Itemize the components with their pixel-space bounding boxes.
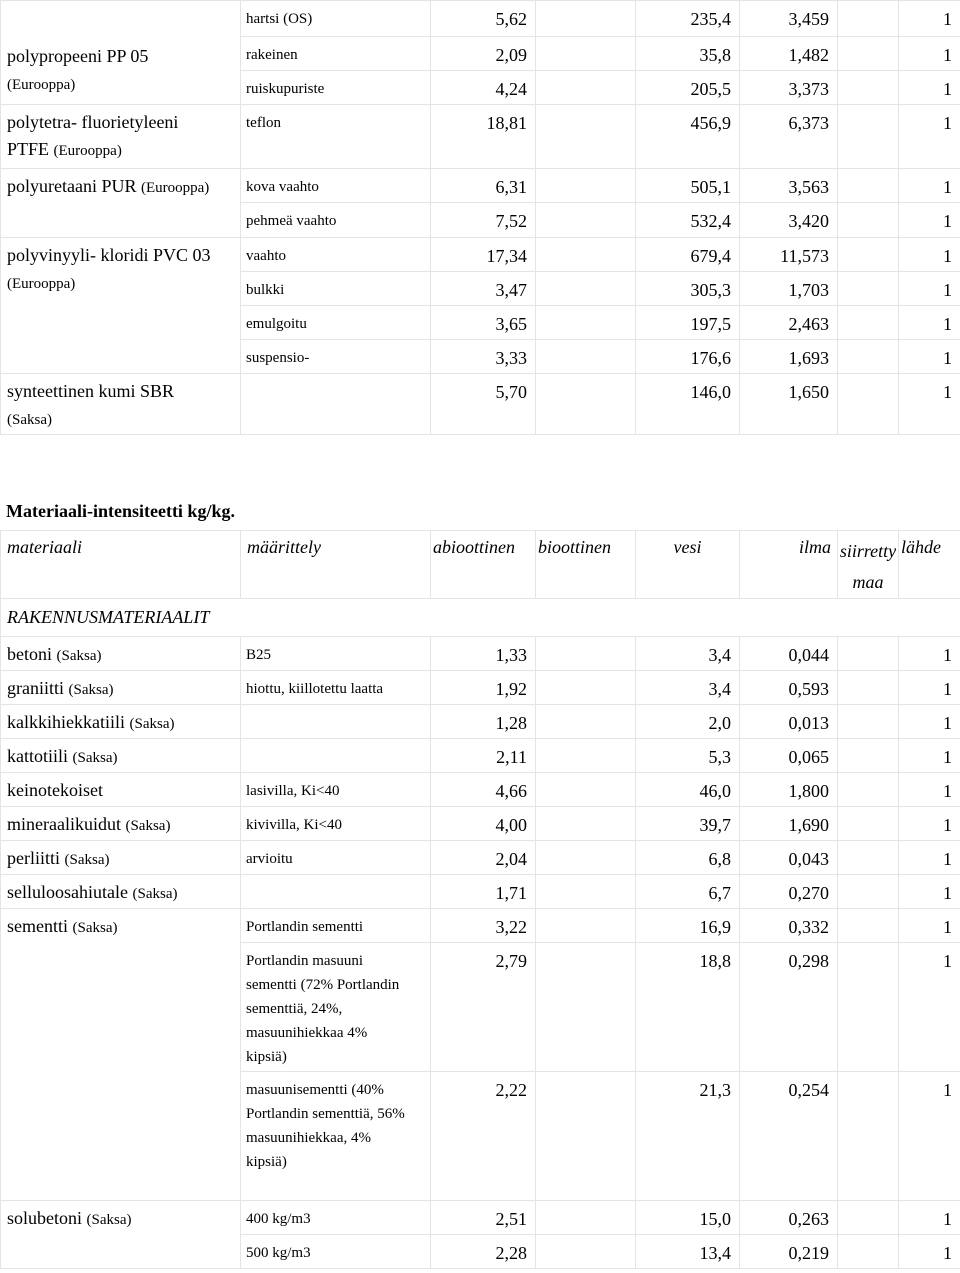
abiotic-cell: 5,62 bbox=[431, 1, 536, 37]
material-origin: (Saksa) bbox=[72, 920, 118, 936]
material-name: polypropeeni PP 05 bbox=[7, 46, 149, 66]
source-cell: 1 bbox=[899, 105, 960, 169]
abiotic-cell: 3,33 bbox=[431, 340, 536, 374]
air-cell: 11,573 bbox=[740, 238, 838, 272]
abiotic-cell: 2,04 bbox=[431, 841, 536, 875]
header-spec: määrittely bbox=[241, 531, 431, 599]
abiotic-cell: 2,09 bbox=[431, 37, 536, 71]
category-row bbox=[1, 599, 960, 637]
moved-soil-cell bbox=[838, 909, 899, 943]
source-cell: 1 bbox=[899, 71, 960, 105]
material-origin: (Eurooppa) bbox=[53, 143, 122, 159]
header-biotic: bioottinen bbox=[536, 531, 636, 599]
source-cell: 1 bbox=[899, 807, 960, 841]
material-origin: (Saksa) bbox=[129, 716, 175, 732]
table-row bbox=[1, 807, 960, 841]
water-cell: 16,9 bbox=[636, 909, 740, 943]
category-label: RAKENNUSMATERIAALIT bbox=[1, 599, 960, 637]
water-cell: 205,5 bbox=[636, 71, 740, 105]
spec-cell: teflon bbox=[241, 105, 431, 169]
water-cell: 46,0 bbox=[636, 773, 740, 807]
air-cell: 0,219 bbox=[740, 1235, 838, 1269]
material-cell bbox=[1, 841, 241, 875]
spec-cell: vaahto bbox=[241, 238, 431, 272]
air-cell: 1,650 bbox=[740, 374, 838, 435]
material-cell bbox=[1, 671, 241, 705]
moved-soil-cell bbox=[838, 705, 899, 739]
source-cell: 1 bbox=[899, 773, 960, 807]
biotic-cell bbox=[536, 105, 636, 169]
abiotic-cell: 4,66 bbox=[431, 773, 536, 807]
biotic-cell bbox=[536, 340, 636, 374]
material-name: kattotiili bbox=[7, 746, 68, 766]
spec-cell: arvioitu bbox=[241, 841, 431, 875]
moved-soil-cell bbox=[838, 203, 899, 238]
material-origin: (Saksa) bbox=[125, 818, 171, 834]
abiotic-cell: 3,65 bbox=[431, 306, 536, 340]
source-cell: 1 bbox=[899, 272, 960, 306]
abiotic-cell: 17,34 bbox=[431, 238, 536, 272]
biotic-cell bbox=[536, 705, 636, 739]
source-cell: 1 bbox=[899, 739, 960, 773]
biotic-cell bbox=[536, 272, 636, 306]
air-cell: 1,690 bbox=[740, 807, 838, 841]
header-moved-soil bbox=[838, 531, 899, 599]
moved-soil-cell bbox=[838, 340, 899, 374]
biotic-cell bbox=[536, 1, 636, 37]
water-cell: 197,5 bbox=[636, 306, 740, 340]
material-name: sementti bbox=[7, 916, 68, 936]
header-air: ilma bbox=[740, 531, 838, 599]
table-row bbox=[1, 841, 960, 875]
moved-soil-cell bbox=[838, 1235, 899, 1269]
biotic-cell bbox=[536, 1072, 636, 1201]
spec-cell: hiottu, kiillotettu laatta bbox=[241, 671, 431, 705]
water-cell: 6,8 bbox=[636, 841, 740, 875]
spec-cell: suspensio- bbox=[241, 340, 431, 374]
material-name: graniitti bbox=[7, 678, 64, 698]
water-cell: 305,3 bbox=[636, 272, 740, 306]
water-cell: 235,4 bbox=[636, 1, 740, 37]
abiotic-cell: 2,79 bbox=[431, 943, 536, 1072]
water-cell: 13,4 bbox=[636, 1235, 740, 1269]
spec-cell: masuunisementti (40% Portlandin sementtiä, 56% masuunihiekkaa, 4% kipsiä) bbox=[241, 1072, 431, 1201]
material-cell bbox=[1, 909, 241, 1201]
abiotic-cell: 1,92 bbox=[431, 671, 536, 705]
spec-cell bbox=[241, 705, 431, 739]
table-row bbox=[1, 1201, 960, 1235]
water-cell: 15,0 bbox=[636, 1201, 740, 1235]
biotic-cell bbox=[536, 807, 636, 841]
moved-soil-cell bbox=[838, 1072, 899, 1201]
table-row bbox=[1, 1, 960, 37]
table-row bbox=[1, 773, 960, 807]
water-cell: 35,8 bbox=[636, 37, 740, 71]
plastics-table bbox=[0, 0, 960, 435]
abiotic-cell: 2,28 bbox=[431, 1235, 536, 1269]
moved-soil-cell bbox=[838, 71, 899, 105]
air-cell: 0,270 bbox=[740, 875, 838, 909]
moved-soil-cell bbox=[838, 807, 899, 841]
spec-cell: kivivilla, Ki<40 bbox=[241, 807, 431, 841]
source-cell: 1 bbox=[899, 306, 960, 340]
air-cell: 1,693 bbox=[740, 340, 838, 374]
material-name: solubetoni bbox=[7, 1208, 82, 1228]
biotic-cell bbox=[536, 909, 636, 943]
source-cell: 1 bbox=[899, 169, 960, 203]
moved-soil-cell bbox=[838, 841, 899, 875]
source-cell: 1 bbox=[899, 37, 960, 71]
table-row bbox=[1, 169, 960, 203]
material-name: polyuretaani PUR bbox=[7, 176, 137, 196]
abiotic-cell: 6,31 bbox=[431, 169, 536, 203]
abiotic-cell: 3,22 bbox=[431, 909, 536, 943]
material-origin: (Saksa) bbox=[86, 1212, 132, 1228]
source-cell: 1 bbox=[899, 374, 960, 435]
moved-soil-cell bbox=[838, 37, 899, 71]
moved-soil-cell bbox=[838, 1, 899, 37]
source-cell: 1 bbox=[899, 1072, 960, 1201]
source-cell: 1 bbox=[899, 943, 960, 1072]
air-cell: 2,463 bbox=[740, 306, 838, 340]
spec-cell bbox=[241, 739, 431, 773]
abiotic-cell: 3,47 bbox=[431, 272, 536, 306]
material-origin: (Saksa) bbox=[64, 852, 110, 868]
moved-soil-cell bbox=[838, 637, 899, 671]
moved-soil-cell bbox=[838, 1201, 899, 1235]
spec-cell: emulgoitu bbox=[241, 306, 431, 340]
header-source: lähde bbox=[899, 531, 960, 599]
air-cell: 0,065 bbox=[740, 739, 838, 773]
spec-cell: pehmeä vaahto bbox=[241, 203, 431, 238]
header-moved-soil-line1: siirretty bbox=[839, 541, 897, 561]
abiotic-cell: 2,11 bbox=[431, 739, 536, 773]
water-cell: 5,3 bbox=[636, 739, 740, 773]
air-cell: 0,298 bbox=[740, 943, 838, 1072]
material-cell bbox=[1, 1, 241, 105]
source-cell: 1 bbox=[899, 637, 960, 671]
moved-soil-cell bbox=[838, 671, 899, 705]
material-origin: (Eurooppa) bbox=[7, 276, 76, 292]
spec-cell: ruiskupuriste bbox=[241, 71, 431, 105]
biotic-cell bbox=[536, 1201, 636, 1235]
biotic-cell bbox=[536, 37, 636, 71]
biotic-cell bbox=[536, 169, 636, 203]
water-cell: 679,4 bbox=[636, 238, 740, 272]
air-cell: 0,044 bbox=[740, 637, 838, 671]
biotic-cell bbox=[536, 773, 636, 807]
spec-cell: bulkki bbox=[241, 272, 431, 306]
table-row bbox=[1, 105, 960, 169]
material-origin: (Saksa) bbox=[56, 648, 102, 664]
air-cell: 3,420 bbox=[740, 203, 838, 238]
abiotic-cell: 2,22 bbox=[431, 1072, 536, 1201]
air-cell: 0,254 bbox=[740, 1072, 838, 1201]
moved-soil-cell bbox=[838, 374, 899, 435]
material-cell bbox=[1, 169, 241, 238]
source-cell: 1 bbox=[899, 841, 960, 875]
air-cell: 3,459 bbox=[740, 1, 838, 37]
source-cell: 1 bbox=[899, 238, 960, 272]
material-cell bbox=[1, 739, 241, 773]
table-row bbox=[1, 238, 960, 272]
air-cell: 0,263 bbox=[740, 1201, 838, 1235]
air-cell: 3,563 bbox=[740, 169, 838, 203]
moved-soil-cell bbox=[838, 739, 899, 773]
abiotic-cell: 5,70 bbox=[431, 374, 536, 435]
table-row bbox=[1, 637, 960, 671]
air-cell: 1,482 bbox=[740, 37, 838, 71]
water-cell: 18,8 bbox=[636, 943, 740, 1072]
moved-soil-cell bbox=[838, 773, 899, 807]
table-row bbox=[1, 705, 960, 739]
material-name: synteettinen kumi SBR bbox=[7, 381, 175, 401]
material-origin: (Saksa) bbox=[72, 750, 118, 766]
source-cell: 1 bbox=[899, 1201, 960, 1235]
material-cell bbox=[1, 105, 241, 169]
moved-soil-cell bbox=[838, 169, 899, 203]
material-name: selluloosahiutale bbox=[7, 882, 128, 902]
moved-soil-cell bbox=[838, 238, 899, 272]
spec-cell: hartsi (OS) bbox=[241, 1, 431, 37]
abiotic-cell: 1,28 bbox=[431, 705, 536, 739]
table-row bbox=[1, 374, 960, 435]
header-water: vesi bbox=[636, 531, 740, 599]
source-cell: 1 bbox=[899, 1235, 960, 1269]
material-cell bbox=[1, 705, 241, 739]
table-row bbox=[1, 671, 960, 705]
water-cell: 3,4 bbox=[636, 671, 740, 705]
material-name: perliitti bbox=[7, 848, 60, 868]
biotic-cell bbox=[536, 637, 636, 671]
source-cell: 1 bbox=[899, 705, 960, 739]
biotic-cell bbox=[536, 671, 636, 705]
moved-soil-cell bbox=[838, 105, 899, 169]
abiotic-cell: 1,71 bbox=[431, 875, 536, 909]
spec-cell: B25 bbox=[241, 637, 431, 671]
biotic-cell bbox=[536, 875, 636, 909]
material-name: keinotekoiset bbox=[7, 780, 103, 800]
biotic-cell bbox=[536, 943, 636, 1072]
biotic-cell bbox=[536, 739, 636, 773]
water-cell: 505,1 bbox=[636, 169, 740, 203]
table-row bbox=[1, 909, 960, 943]
moved-soil-cell bbox=[838, 875, 899, 909]
material-cell bbox=[1, 807, 241, 841]
material-cell bbox=[1, 1201, 241, 1269]
spec-cell: 500 kg/m3 bbox=[241, 1235, 431, 1269]
source-cell: 1 bbox=[899, 875, 960, 909]
moved-soil-cell bbox=[838, 272, 899, 306]
air-cell: 0,332 bbox=[740, 909, 838, 943]
header-moved-soil-line2: maa bbox=[852, 572, 884, 592]
moved-soil-cell bbox=[838, 943, 899, 1072]
material-cell bbox=[1, 238, 241, 374]
air-cell: 1,800 bbox=[740, 773, 838, 807]
material-name: mineraalikuidut bbox=[7, 814, 121, 834]
table-row bbox=[1, 875, 960, 909]
materials-table bbox=[0, 530, 960, 1269]
source-cell: 1 bbox=[899, 909, 960, 943]
biotic-cell bbox=[536, 203, 636, 238]
water-cell: 456,9 bbox=[636, 105, 740, 169]
air-cell: 6,373 bbox=[740, 105, 838, 169]
biotic-cell bbox=[536, 841, 636, 875]
material-name: betoni bbox=[7, 644, 52, 664]
biotic-cell bbox=[536, 71, 636, 105]
air-cell: 0,013 bbox=[740, 705, 838, 739]
header-abiotic: abioottinen bbox=[431, 531, 536, 599]
material-origin: (Saksa) bbox=[132, 886, 178, 902]
abiotic-cell: 7,52 bbox=[431, 203, 536, 238]
air-cell: 1,703 bbox=[740, 272, 838, 306]
material-origin: (Eurooppa) bbox=[7, 77, 76, 93]
air-cell: 3,373 bbox=[740, 71, 838, 105]
water-cell: 39,7 bbox=[636, 807, 740, 841]
material-name: polytetra- fluorietyleeni bbox=[7, 112, 179, 132]
material-origin: (Saksa) bbox=[7, 412, 52, 428]
biotic-cell bbox=[536, 1235, 636, 1269]
water-cell: 6,7 bbox=[636, 875, 740, 909]
spec-cell: Portlandin sementti bbox=[241, 909, 431, 943]
water-cell: 176,6 bbox=[636, 340, 740, 374]
water-cell: 21,3 bbox=[636, 1072, 740, 1201]
source-cell: 1 bbox=[899, 671, 960, 705]
section-title: Materiaali-intensiteetti kg/kg. bbox=[6, 501, 235, 521]
spec-cell: 400 kg/m3 bbox=[241, 1201, 431, 1235]
spec-cell: rakeinen bbox=[241, 37, 431, 71]
abiotic-cell: 4,00 bbox=[431, 807, 536, 841]
spec-cell bbox=[241, 374, 431, 435]
water-cell: 3,4 bbox=[636, 637, 740, 671]
biotic-cell bbox=[536, 374, 636, 435]
material-cell bbox=[1, 637, 241, 671]
biotic-cell bbox=[536, 306, 636, 340]
spec-cell: lasivilla, Ki<40 bbox=[241, 773, 431, 807]
spec-cell bbox=[241, 875, 431, 909]
abiotic-cell: 2,51 bbox=[431, 1201, 536, 1235]
moved-soil-cell bbox=[838, 306, 899, 340]
water-cell: 2,0 bbox=[636, 705, 740, 739]
spec-cell: kova vaahto bbox=[241, 169, 431, 203]
spec-cell: Portlandin masuuni sementti (72% Portlandin sementtiä, 24%, masuunihiekkaa 4% kipsiä) bbox=[241, 943, 431, 1072]
air-cell: 0,593 bbox=[740, 671, 838, 705]
air-cell: 0,043 bbox=[740, 841, 838, 875]
material-name-line2: PTFE bbox=[7, 139, 50, 159]
material-cell bbox=[1, 773, 241, 807]
material-origin: (Eurooppa) bbox=[140, 180, 210, 196]
material-origin: (Saksa) bbox=[68, 682, 114, 698]
biotic-cell bbox=[536, 238, 636, 272]
water-cell: 146,0 bbox=[636, 374, 740, 435]
source-cell: 1 bbox=[899, 340, 960, 374]
header-row bbox=[1, 531, 960, 599]
source-cell: 1 bbox=[899, 1, 960, 37]
water-cell: 532,4 bbox=[636, 203, 740, 238]
abiotic-cell: 4,24 bbox=[431, 71, 536, 105]
material-name: kalkkihiekkatiili bbox=[7, 712, 125, 732]
table-row bbox=[1, 739, 960, 773]
abiotic-cell: 18,81 bbox=[431, 105, 536, 169]
material-cell bbox=[1, 875, 241, 909]
source-cell: 1 bbox=[899, 203, 960, 238]
header-material: materiaali bbox=[1, 531, 241, 599]
material-name: polyvinyyli- kloridi PVC 03 bbox=[7, 245, 211, 265]
material-cell bbox=[1, 374, 241, 435]
abiotic-cell: 1,33 bbox=[431, 637, 536, 671]
